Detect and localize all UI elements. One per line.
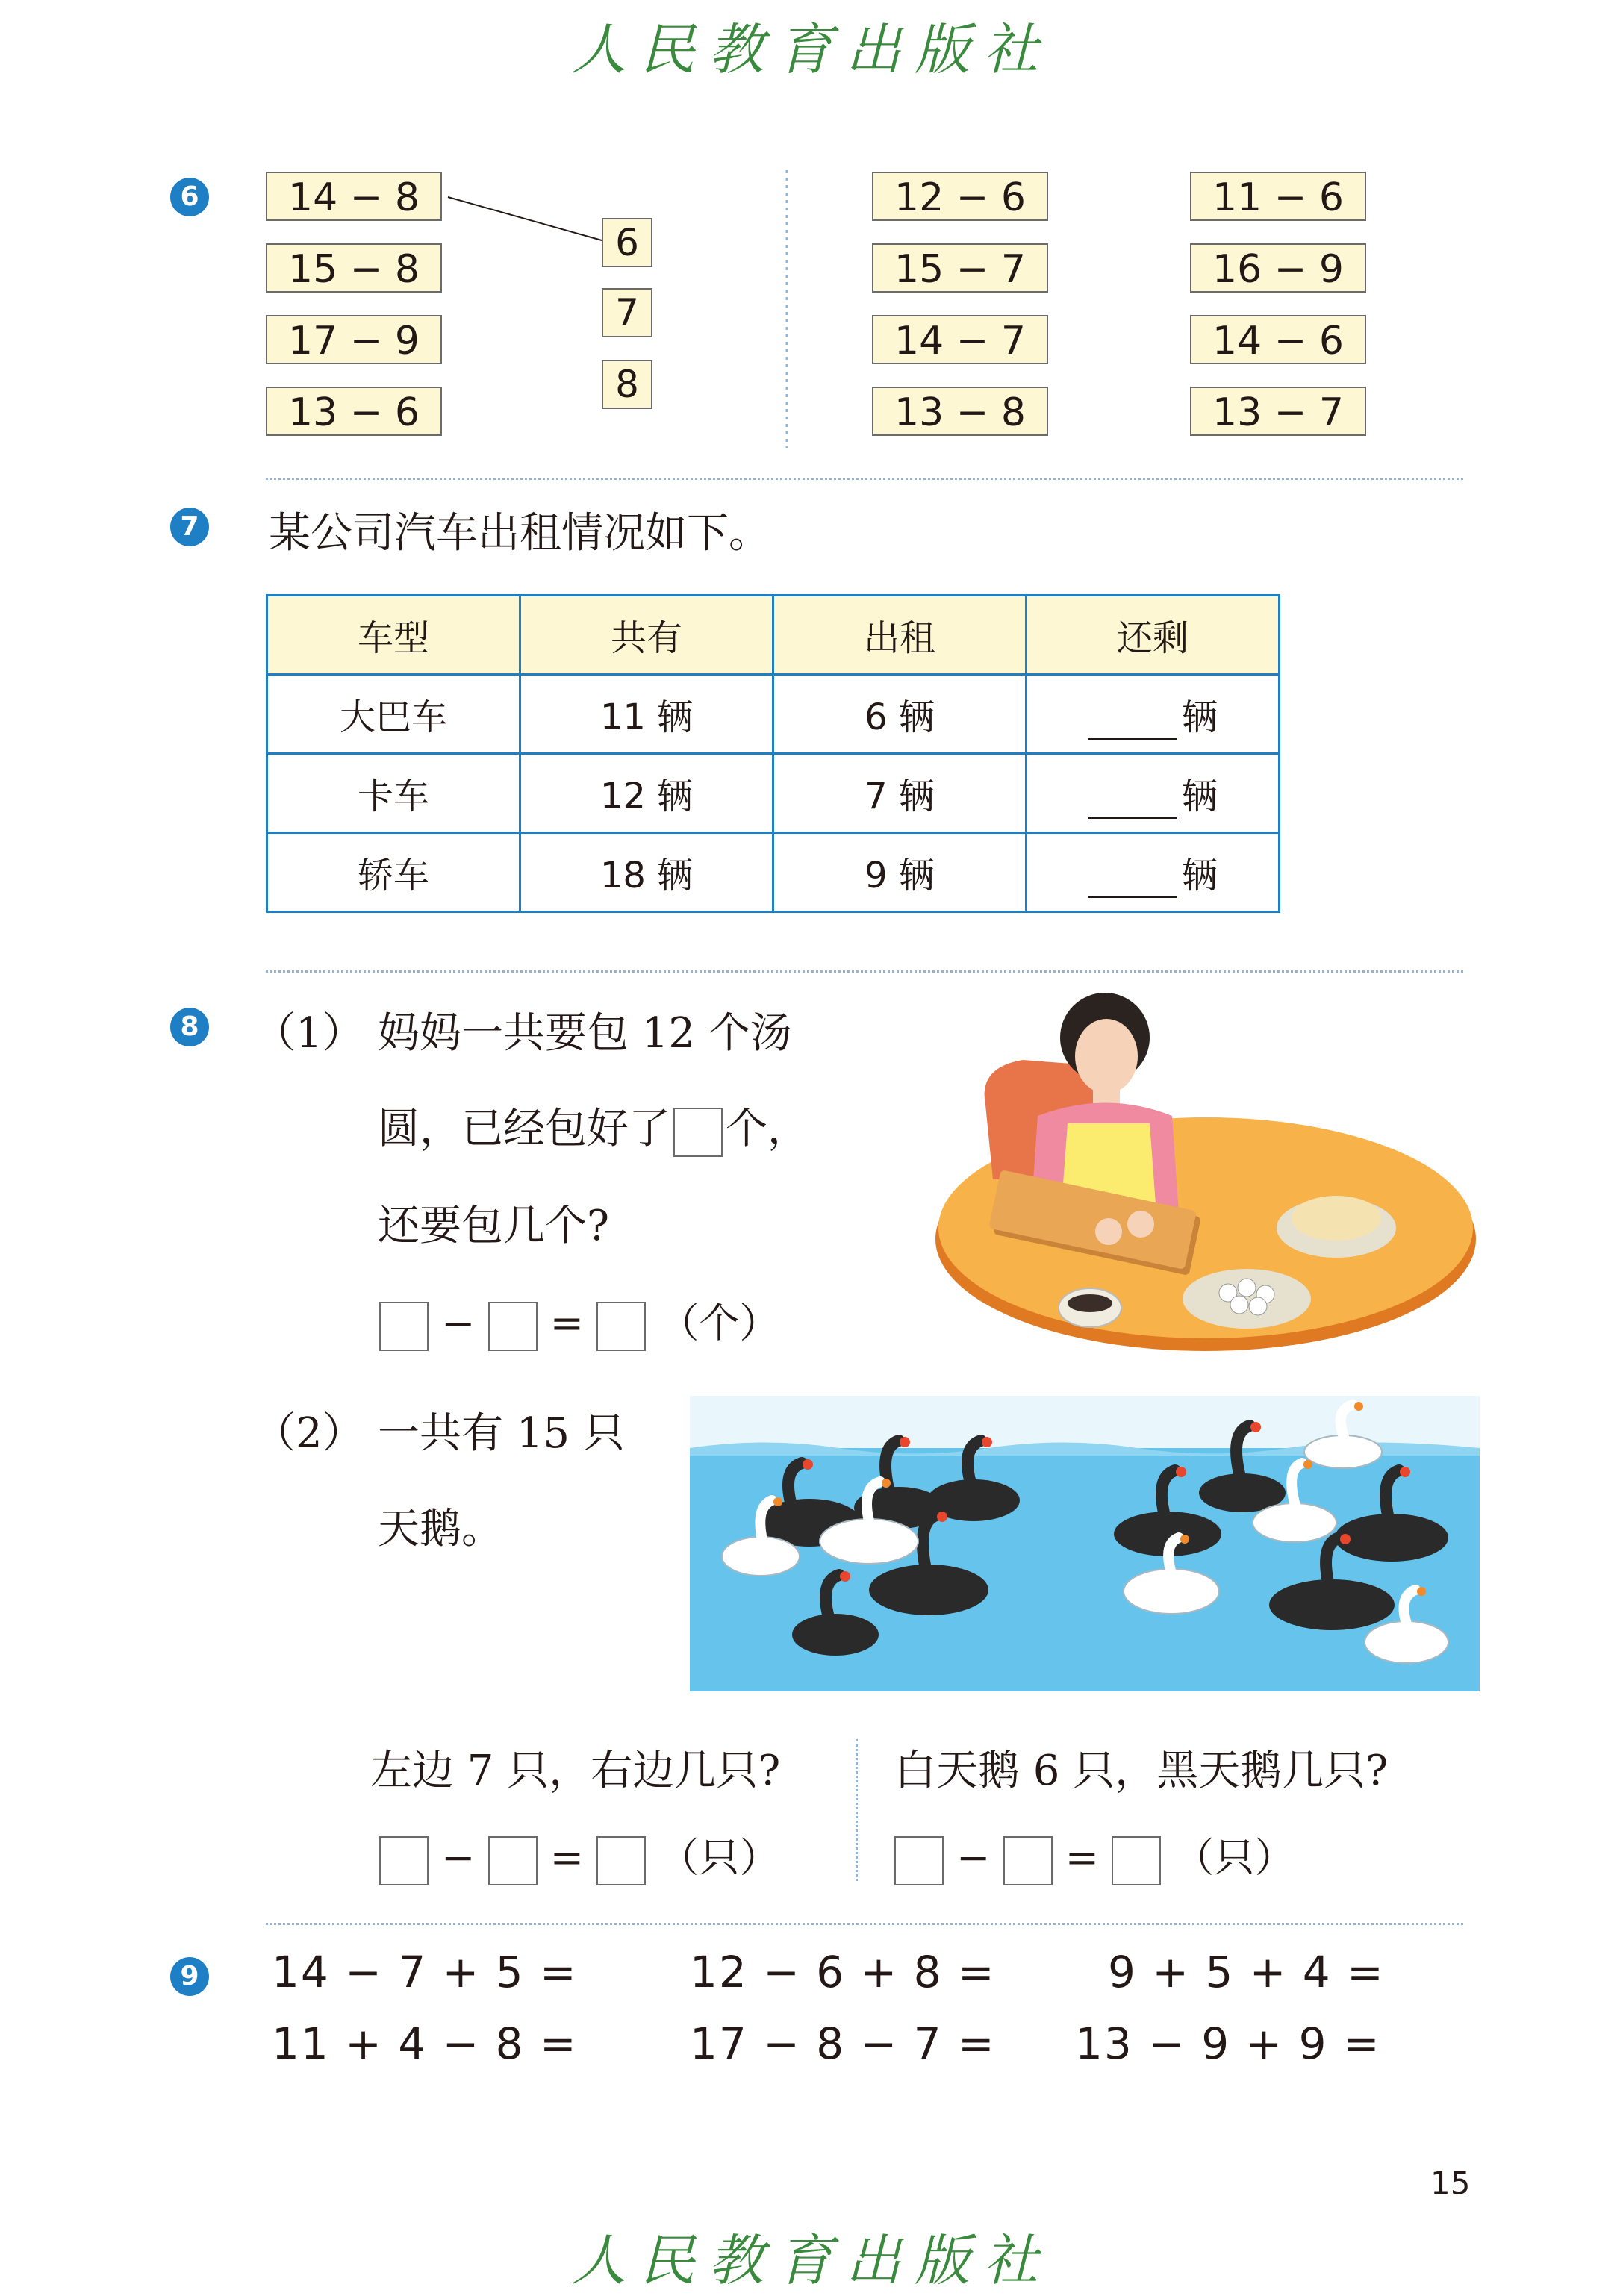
- answer-square[interactable]: [894, 1836, 944, 1885]
- question-number-6: 6: [170, 178, 209, 216]
- equals-sign: =: [1065, 1834, 1100, 1881]
- remaining-cell[interactable]: [1027, 754, 1280, 833]
- unit-label: （个）: [658, 1300, 780, 1347]
- table-header: 还剩: [1027, 596, 1280, 675]
- answer-square[interactable]: [379, 1836, 429, 1885]
- page-number: 15: [1430, 2165, 1471, 2201]
- expr-box: 13 − 8: [872, 387, 1048, 436]
- part-2-text-line1: 一共有 15 只: [378, 1409, 625, 1458]
- answer-square[interactable]: [596, 1302, 646, 1351]
- expr-box: 14 − 7: [872, 315, 1048, 364]
- rented-cell: 7 辆: [773, 754, 1027, 833]
- table-header: 共有: [520, 596, 773, 675]
- calc-expression: 11 + 4 − 8 =: [272, 2018, 578, 2069]
- equals-sign: =: [549, 1834, 585, 1881]
- swans-lake-image: [690, 1396, 1480, 1691]
- expr-box: 11 − 6: [1190, 172, 1366, 221]
- expr-box: 14 − 6: [1190, 315, 1366, 364]
- car-type-cell: 轿车: [267, 833, 520, 912]
- answer-box[interactable]: 6: [602, 218, 652, 267]
- unit-label: 辆: [1181, 855, 1218, 896]
- answer-square[interactable]: [596, 1836, 646, 1885]
- equation-row-1: [379, 1291, 779, 1351]
- calc-expression: 17 − 8 − 7 =: [690, 2018, 996, 2069]
- expr-box: 13 − 7: [1190, 387, 1366, 436]
- expr-box: 13 − 6: [266, 387, 442, 436]
- unit-label: 辆: [1181, 696, 1218, 738]
- table-row: [267, 833, 1280, 912]
- question-number-7: 7: [170, 508, 209, 546]
- answer-square[interactable]: [673, 1108, 723, 1157]
- answer-blank[interactable]: [1088, 784, 1177, 819]
- total-cell: 12 辆: [520, 754, 773, 833]
- car-type-cell: 卡车: [267, 754, 520, 833]
- calc-expression: 14 − 7 + 5 =: [272, 1947, 578, 1997]
- answer-square[interactable]: [1112, 1836, 1161, 1885]
- answer-blank[interactable]: [1088, 864, 1177, 898]
- answer-square[interactable]: [488, 1836, 538, 1885]
- answer-box[interactable]: 7: [602, 288, 652, 337]
- publisher-logo-top: 人民教育出版社: [571, 18, 1052, 82]
- rented-cell: 9 辆: [773, 833, 1027, 912]
- expr-box: 15 − 8: [266, 243, 442, 293]
- part-1-text: 圆，已经包好了: [378, 1105, 670, 1153]
- total-cell: 11 辆: [520, 675, 773, 754]
- section-divider: [266, 478, 1463, 480]
- remaining-cell[interactable]: [1027, 833, 1280, 912]
- publisher-logo-bottom: 人民教育出版社: [571, 2229, 1052, 2293]
- answer-square[interactable]: [379, 1302, 429, 1351]
- calc-expression: 9 + 5 + 4 =: [1108, 1947, 1385, 1997]
- part-2-question-right: 白天鹅 6 只，黑天鹅几只?: [894, 1747, 1389, 1795]
- part-2-label: （2）: [254, 1409, 364, 1458]
- equation-row-right: [894, 1826, 1295, 1885]
- car-type-cell: 大巴车: [267, 675, 520, 754]
- answer-square[interactable]: [1003, 1836, 1053, 1885]
- equation-row-left: [379, 1826, 779, 1885]
- part-1-text-line2: [378, 1096, 809, 1157]
- table-row: [267, 675, 1280, 754]
- question-number-9: 9: [170, 1957, 209, 1996]
- answer-square[interactable]: [488, 1302, 538, 1351]
- rental-table: [266, 594, 1280, 913]
- rented-cell: 6 辆: [773, 675, 1027, 754]
- minus-sign: −: [956, 1834, 991, 1881]
- question-number-8: 8: [170, 1008, 209, 1046]
- unit-label: （只）: [1174, 1834, 1295, 1881]
- total-cell: 18 辆: [520, 833, 773, 912]
- section-divider: [266, 1923, 1463, 1925]
- part-2-text-line2: 天鹅。: [378, 1505, 503, 1553]
- unit-label: 辆: [1181, 776, 1218, 817]
- table-row: [267, 754, 1280, 833]
- expr-box: 17 − 9: [266, 315, 442, 364]
- part-1-text: 个，: [726, 1105, 809, 1153]
- expr-box: 16 − 9: [1190, 243, 1366, 293]
- connector-line: [0, 0, 1623, 448]
- part-1-text-line1: 妈妈一共要包 12 个汤: [378, 1009, 792, 1058]
- section-divider: [266, 970, 1463, 973]
- answer-box[interactable]: 8: [602, 360, 652, 409]
- column-divider: [856, 1739, 858, 1881]
- remaining-cell[interactable]: [1027, 675, 1280, 754]
- part-1-label: （1）: [254, 1009, 364, 1058]
- table-header: 出租: [773, 596, 1027, 675]
- answer-blank[interactable]: [1088, 705, 1177, 740]
- expr-box: 14 − 8: [266, 172, 442, 221]
- expr-box: 12 − 6: [872, 172, 1048, 221]
- minus-sign: −: [441, 1834, 476, 1881]
- unit-label: （只）: [658, 1834, 780, 1881]
- mother-making-tangyuan-image: [933, 985, 1478, 1358]
- calc-expression: 12 − 6 + 8 =: [690, 1947, 996, 1997]
- expr-box: 15 − 7: [872, 243, 1048, 293]
- question-7-intro: 某公司汽车出租情况如下。: [269, 509, 770, 558]
- table-header: 车型: [267, 596, 520, 675]
- minus-sign: −: [441, 1300, 476, 1347]
- part-1-text-line3: 还要包几个?: [378, 1202, 610, 1250]
- calc-expression: 13 − 9 + 9 =: [1075, 2018, 1381, 2069]
- equals-sign: =: [549, 1300, 585, 1347]
- part-2-question-left: 左边 7 只，右边几只?: [370, 1747, 781, 1795]
